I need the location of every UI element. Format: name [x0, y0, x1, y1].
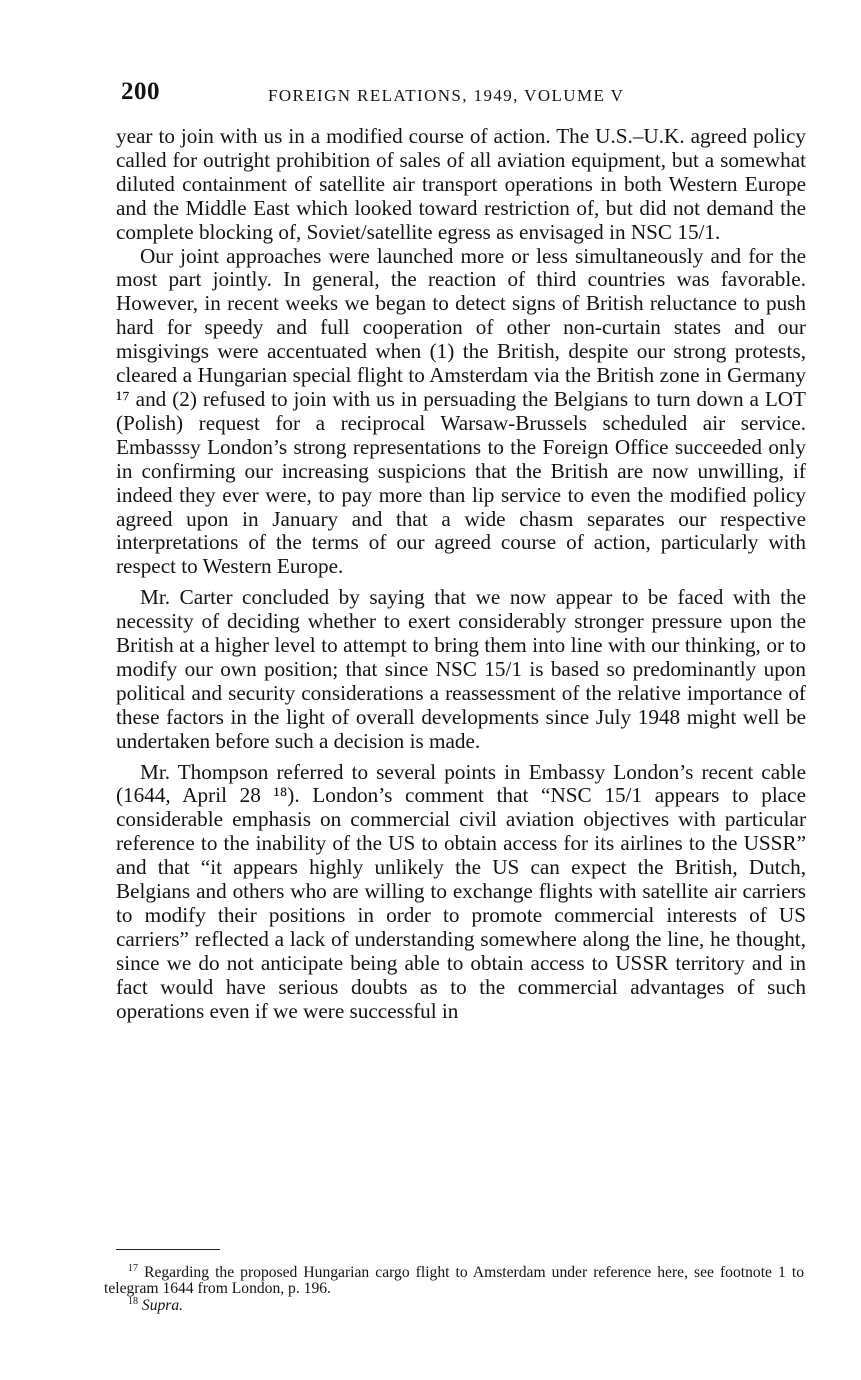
page-header [116, 78, 806, 112]
footnote-17 [104, 1262, 804, 1298]
paragraph-thompson: Mr. Thompson referred to several points in Embassy London’s recent cable (1644, April 28 ¹⁸). London’s comment that “NSC 15/1 appears to place considerable emphasis on commercial civil aviation objectives with particular reference to the inability of the US to obtain access for its airlines to the USSR” and that “it appears highly unlikely the US can expect the British, Dutch, Belgians and others who are willing to exchange flights with satellite air carriers to modify their positions in order to promote commercial interests of US carriers” reflected a lack of understanding somewhere along the line, he thought, since we do not anticipate being able to obtain access to USSR territory and in fact would have serious doubts as to the commercial advantages of such operations even if we were successful in [116, 759, 806, 1023]
paragraph-carter: Mr. Carter concluded by saying that we now appear to be faced with the necessity of deciding whether to exert considerably stronger pressure upon the British at a higher level to attempt to bring them into line with our thinking, or to modify our own position; that since NSC 15/1 is based so predominantly upon political and security considerations a reassessment of the relative importance of these factors in the light of overall developments since July 1948 might well be undertaken before such a decision is made. [116, 585, 806, 753]
footnote-marker: 18 [128, 1295, 138, 1307]
footnote-text: Supra. [141, 1296, 184, 1314]
footnotes [104, 1262, 804, 1314]
footnote-text: Regarding the proposed Hungarian cargo flight to Amsterdam under reference here, see footnote 1 to telegram 1644 from London, p. 196. [104, 1264, 804, 1298]
footnote-18 [104, 1295, 804, 1314]
page-number: 200 [121, 78, 160, 105]
body-text [116, 125, 806, 1024]
paragraph-continued: year to join with us in a modified course of action. The U.S.–U.K. agreed policy called for outright prohibition of sales of all aviation equipment, but a somewhat diluted containment of satellite air transport operations in both Western Europe and the Middle East which looked toward restriction of, but did not demand the complete blocking of, Soviet/satellite egress as envisaged in NSC 15/1. [116, 124, 806, 244]
footnote-divider [116, 1249, 220, 1250]
running-head: FOREIGN RELATIONS, 1949, VOLUME V [268, 86, 625, 105]
paragraph-joint-approaches: Our joint approaches were launched more or less simultaneously and for the most part jointly. In general, the reaction of third countries was favorable. However, in recent weeks we began to detect signs of British reluctance to push hard for speedy and full cooperation of other non-curtain states and our misgivings were accentuated when (1) the British, despite our strong protests, cleared a Hungarian special flight to Amsterdam via the British zone in Germany ¹⁷ and (2) refused to join with us in persuading the Belgians to turn down a LOT (Polish) request for a reciprocal Warsaw-Brussels scheduled air service. Embasssy London’s strong representations to the Foreign Office succeeded only in confirming our increasing suspicions that the British are now unwilling, if indeed they ever were, to pay more than lip service to even the modified policy agreed upon in January and that a wide chasm separates our respective interpretations of the terms of our agreed course of action, particularly with respect to Western Europe. [116, 243, 806, 579]
footnote-marker: 17 [128, 1262, 138, 1274]
